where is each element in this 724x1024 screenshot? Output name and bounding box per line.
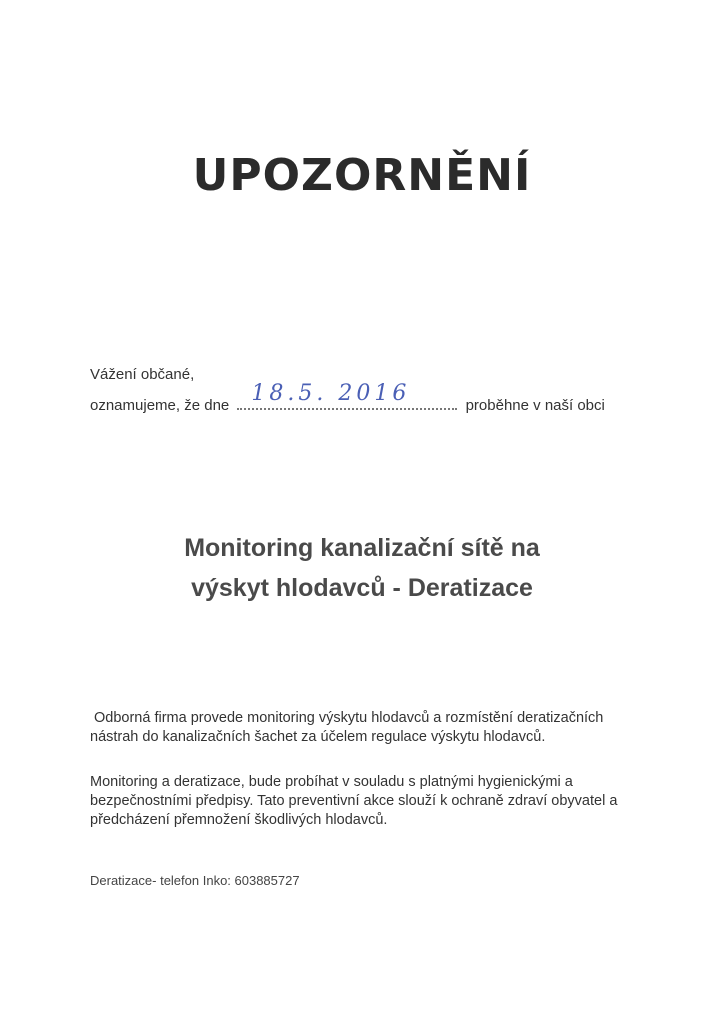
announcement-suffix: proběhne v naší obci: [465, 397, 605, 414]
subtitle-line-1: Monitoring kanalizační sítě na: [184, 534, 540, 562]
handwritten-date: 18.5. 2016: [251, 381, 411, 406]
contact-line: Deratizace- telefon Inko: 603885727: [90, 873, 300, 888]
date-fill-line: [237, 381, 457, 410]
description-paragraph-1: Odborná firma provede monitoring výskytu hlodavců a rozmístění deratizačních nástrah do kanalizačních šachet za účelem regulace výskytu hlodavců.: [90, 710, 604, 745]
announcement-line: [90, 381, 605, 414]
greeting-text: Vážení občané,: [90, 366, 195, 383]
subtitle-line-2: výskyt hlodavců - Deratizace: [191, 574, 533, 602]
notice-title: UPOZORNĚNÍ: [192, 150, 532, 201]
description-paragraph-2: Monitoring a deratizace, bude probíhat v souladu s platnými hygienickými a bezpečnostními předpisy. Tato preventivní akce slouží k ochraně zdraví obyvatel a předcházení přemnožení škodlivých hlodavců.: [90, 774, 618, 828]
event-subtitle: [0, 528, 724, 608]
announcement-prefix: oznamujeme, že dne: [90, 397, 230, 414]
